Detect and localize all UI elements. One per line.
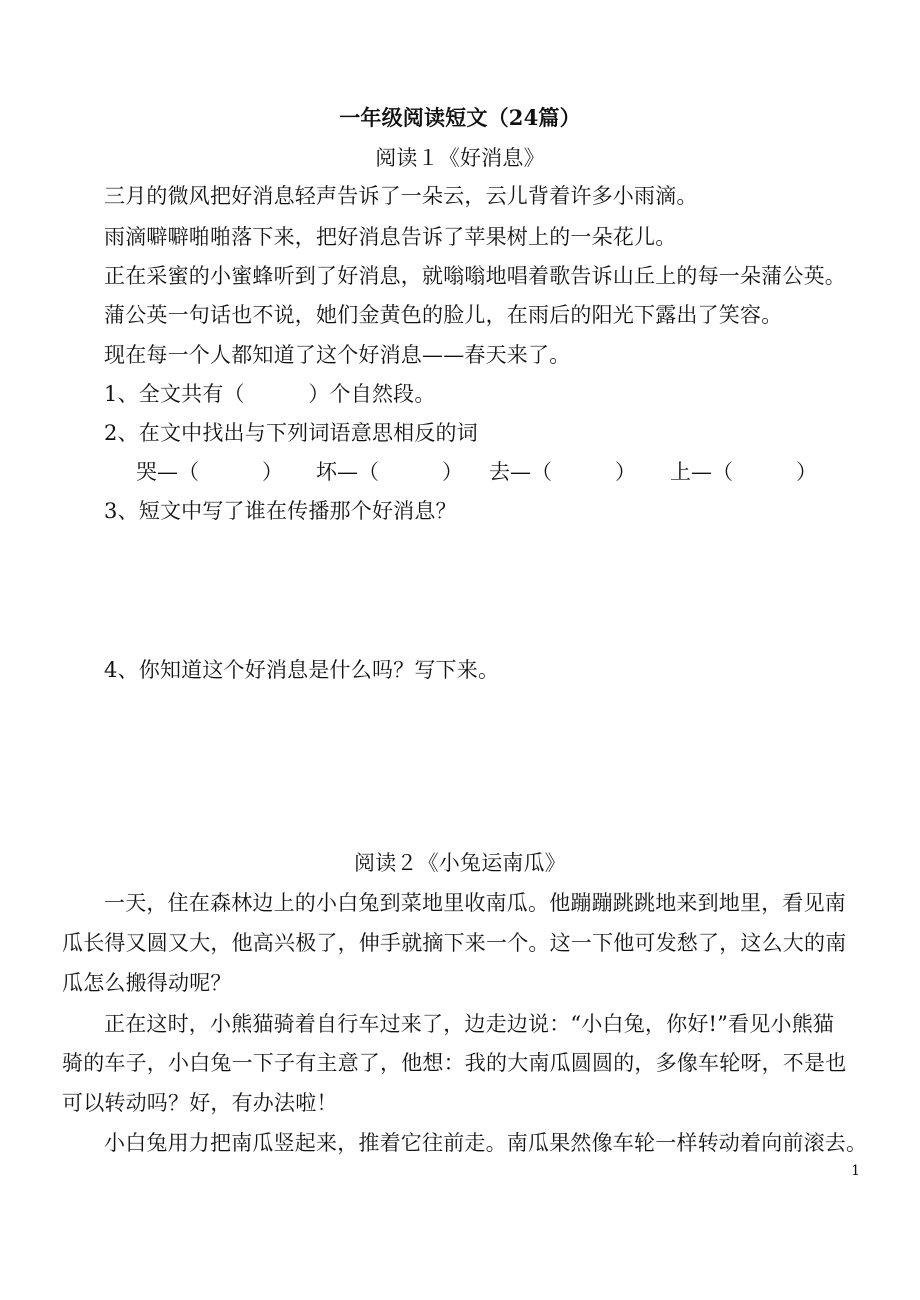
reading2-line: 骑的车子，小白兔一下子有主意了，他想：我的大南瓜圆圆的，多像车轮呀，不是也 [62, 1051, 847, 1075]
reading2-line: 一天，住在森林边上的小白兔到菜地里收南瓜。他蹦蹦跳跳地来到地里，看见南 [104, 891, 846, 915]
question-2: 2、在文中找出与下列词语意思相反的词 [104, 421, 478, 445]
main-title: 一年级阅读短文（24篇） [339, 105, 581, 130]
reading1-paragraph: 三月的微风把好消息轻声告诉了一朵云，云儿背着许多小雨滴。 [104, 184, 698, 208]
antonym-word: 哭—（ ） [136, 460, 283, 484]
page-number: 1 [851, 1163, 860, 1179]
question-3: 3、短文中写了谁在传播那个好消息？ [104, 499, 457, 523]
antonym-word: 上—（ ） [670, 460, 817, 484]
reading2-heading: 阅读２《小兔运南瓜》 [354, 851, 566, 875]
antonym-word: 坏—（ ） [316, 460, 463, 484]
reading2-line: 可以转动吗？好，有办法啦！ [62, 1091, 338, 1115]
reading1-paragraph: 蒲公英一句话也不说，她们金黄色的脸儿，在雨后的阳光下露出了笑容。 [104, 303, 783, 327]
reading1-heading: 阅读１《好消息》 [375, 146, 545, 170]
antonym-word: 去—（ ） [489, 460, 636, 484]
question-4: 4、你知道这个好消息是什么吗？写下来。 [104, 658, 500, 682]
reading2-line: 正在这时，小熊猫骑着自行车过来了，边走边说：“小白兔，你好!”看见小熊猫 [104, 1012, 835, 1036]
antonym-words-row [0, 457, 920, 487]
question-1: 1、全文共有（ ）个自然段。 [104, 382, 436, 406]
reading2-line: 小白兔用力把南瓜竖起来，推着它往前走。南瓜果然像车轮一样转动着向前滚去。 [104, 1131, 868, 1155]
reading1-paragraph: 正在采蜜的小蜜蜂听到了好消息，就嗡嗡地唱着歌告诉山丘上的每一朵蒲公英。 [104, 264, 846, 288]
reading2-line: 瓜怎么搬得动呢？ [62, 971, 232, 995]
reading1-paragraph: 现在每一个人都知道了这个好消息——春天来了。 [104, 343, 571, 367]
reading1-paragraph: 雨滴噼噼啪啪落下来，把好消息告诉了苹果树上的一朵花儿。 [104, 225, 677, 249]
reading2-line: 瓜长得又圆又大，他高兴极了，伸手就摘下来一个。这一下他可发愁了，这么大的南 [62, 931, 847, 955]
